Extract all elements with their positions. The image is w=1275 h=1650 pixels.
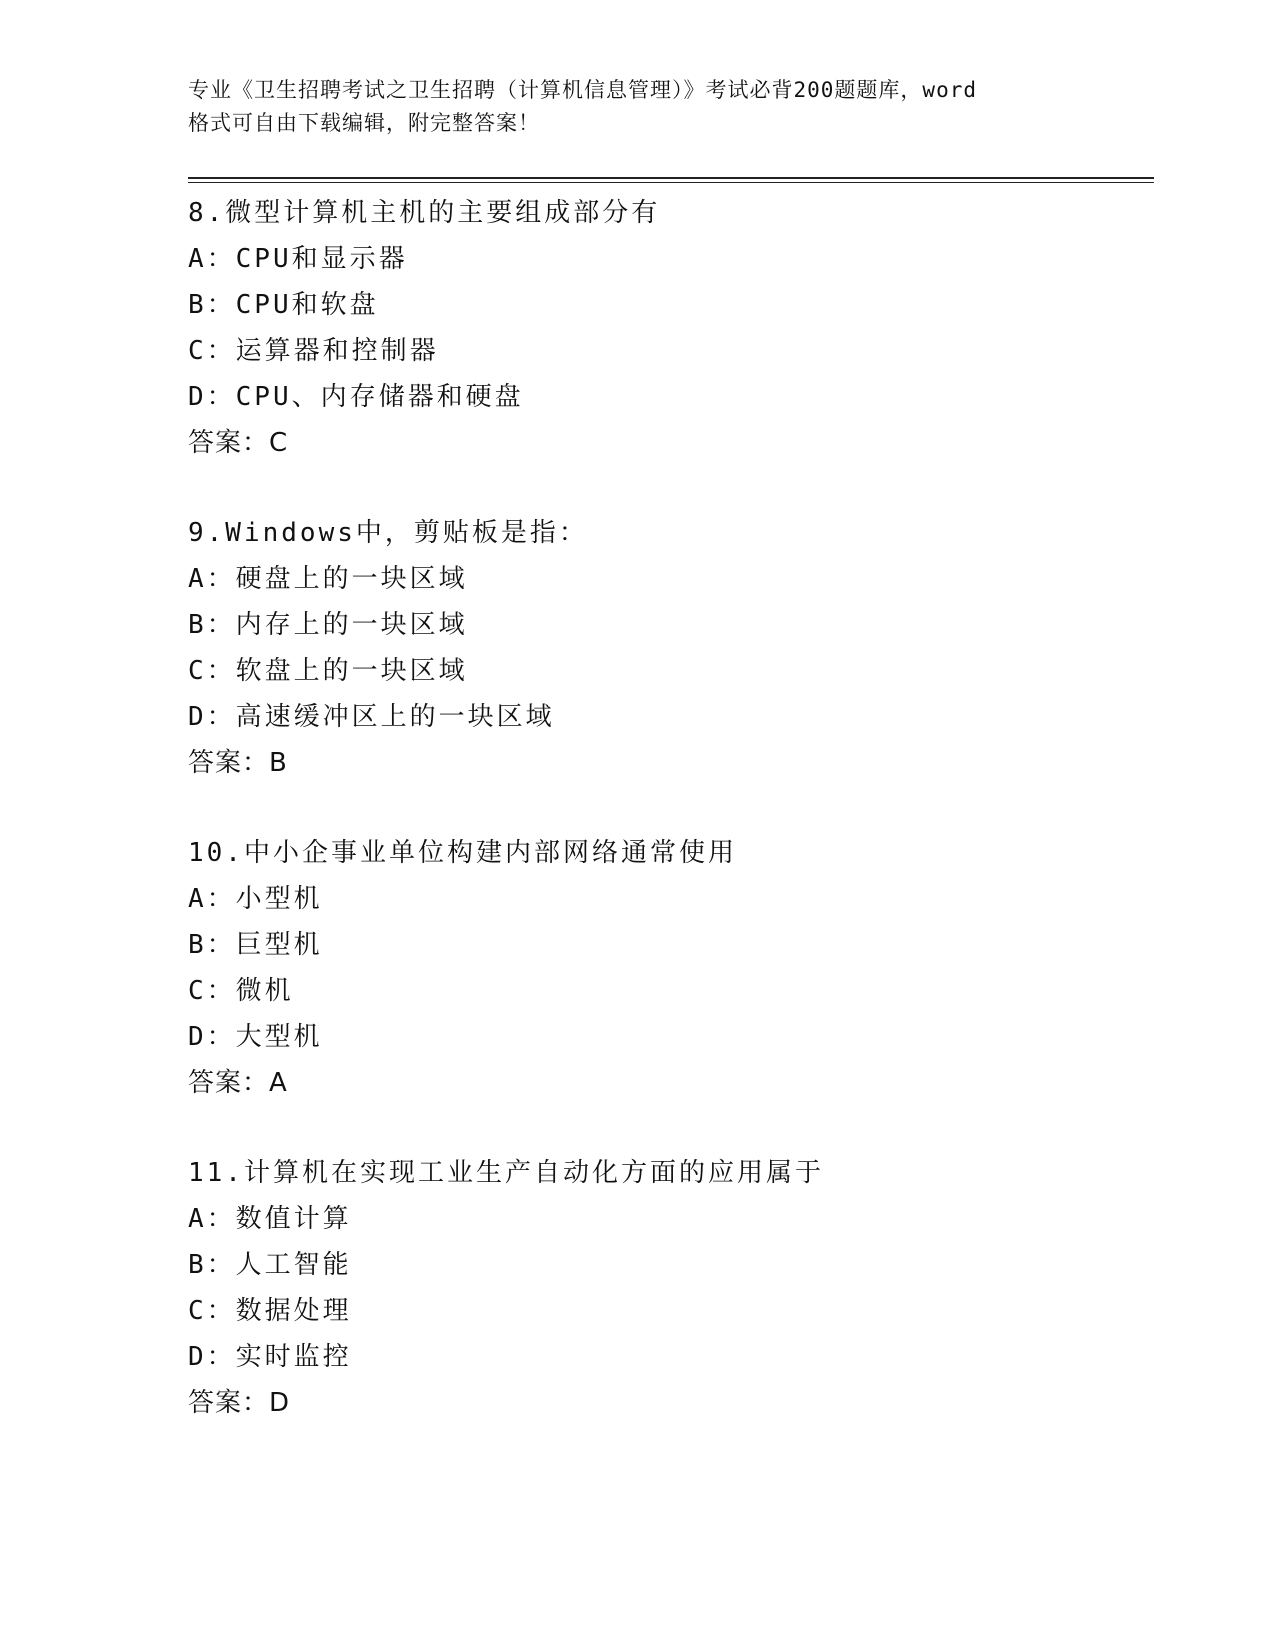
option-a: A：数值计算 — [188, 1204, 352, 1234]
option-a: A：CPU和显示器 — [188, 244, 408, 274]
option-d: D：CPU、内存储器和硬盘 — [188, 382, 524, 412]
question-11 — [188, 1150, 1148, 1426]
question-list — [188, 190, 1148, 1470]
option-a: A：小型机 — [188, 884, 323, 914]
answer: 答案：C — [188, 428, 289, 458]
option-c: C：微机 — [188, 976, 294, 1006]
option-c: C：运算器和控制器 — [188, 336, 439, 366]
header-line-2: 格式可自由下载编辑，附完整答案！ — [188, 111, 540, 135]
answer: 答案：A — [188, 1068, 288, 1098]
question-stem: 10.中小企事业单位构建内部网络通常使用 — [188, 838, 737, 868]
option-a: A：硬盘上的一块区域 — [188, 564, 468, 594]
answer: 答案：D — [188, 1388, 291, 1418]
option-b: B：巨型机 — [188, 930, 323, 960]
header-line-1: 专业《卫生招聘考试之卫生招聘（计算机信息管理）》考试必背200题题库，word — [188, 78, 977, 102]
question-10 — [188, 830, 1148, 1106]
option-b: B：CPU和软盘 — [188, 290, 379, 320]
answer: 答案：B — [188, 748, 288, 778]
option-c: C：数据处理 — [188, 1296, 352, 1326]
question-8 — [188, 190, 1148, 466]
option-b: B：人工智能 — [188, 1250, 352, 1280]
question-stem: 9.Windows中，剪贴板是指： — [188, 518, 588, 548]
document-header — [188, 74, 1088, 140]
question-9 — [188, 510, 1148, 786]
question-stem: 8.微型计算机主机的主要组成部分有 — [188, 198, 661, 228]
option-d: D：大型机 — [188, 1022, 323, 1052]
option-d: D：实时监控 — [188, 1342, 352, 1372]
option-c: C：软盘上的一块区域 — [188, 656, 468, 686]
question-stem: 11.计算机在实现工业生产自动化方面的应用属于 — [188, 1158, 824, 1188]
header-divider-thick — [188, 177, 1154, 179]
header-divider-thin — [188, 182, 1154, 183]
option-b: B：内存上的一块区域 — [188, 610, 468, 640]
option-d: D：高速缓冲区上的一块区域 — [188, 702, 555, 732]
